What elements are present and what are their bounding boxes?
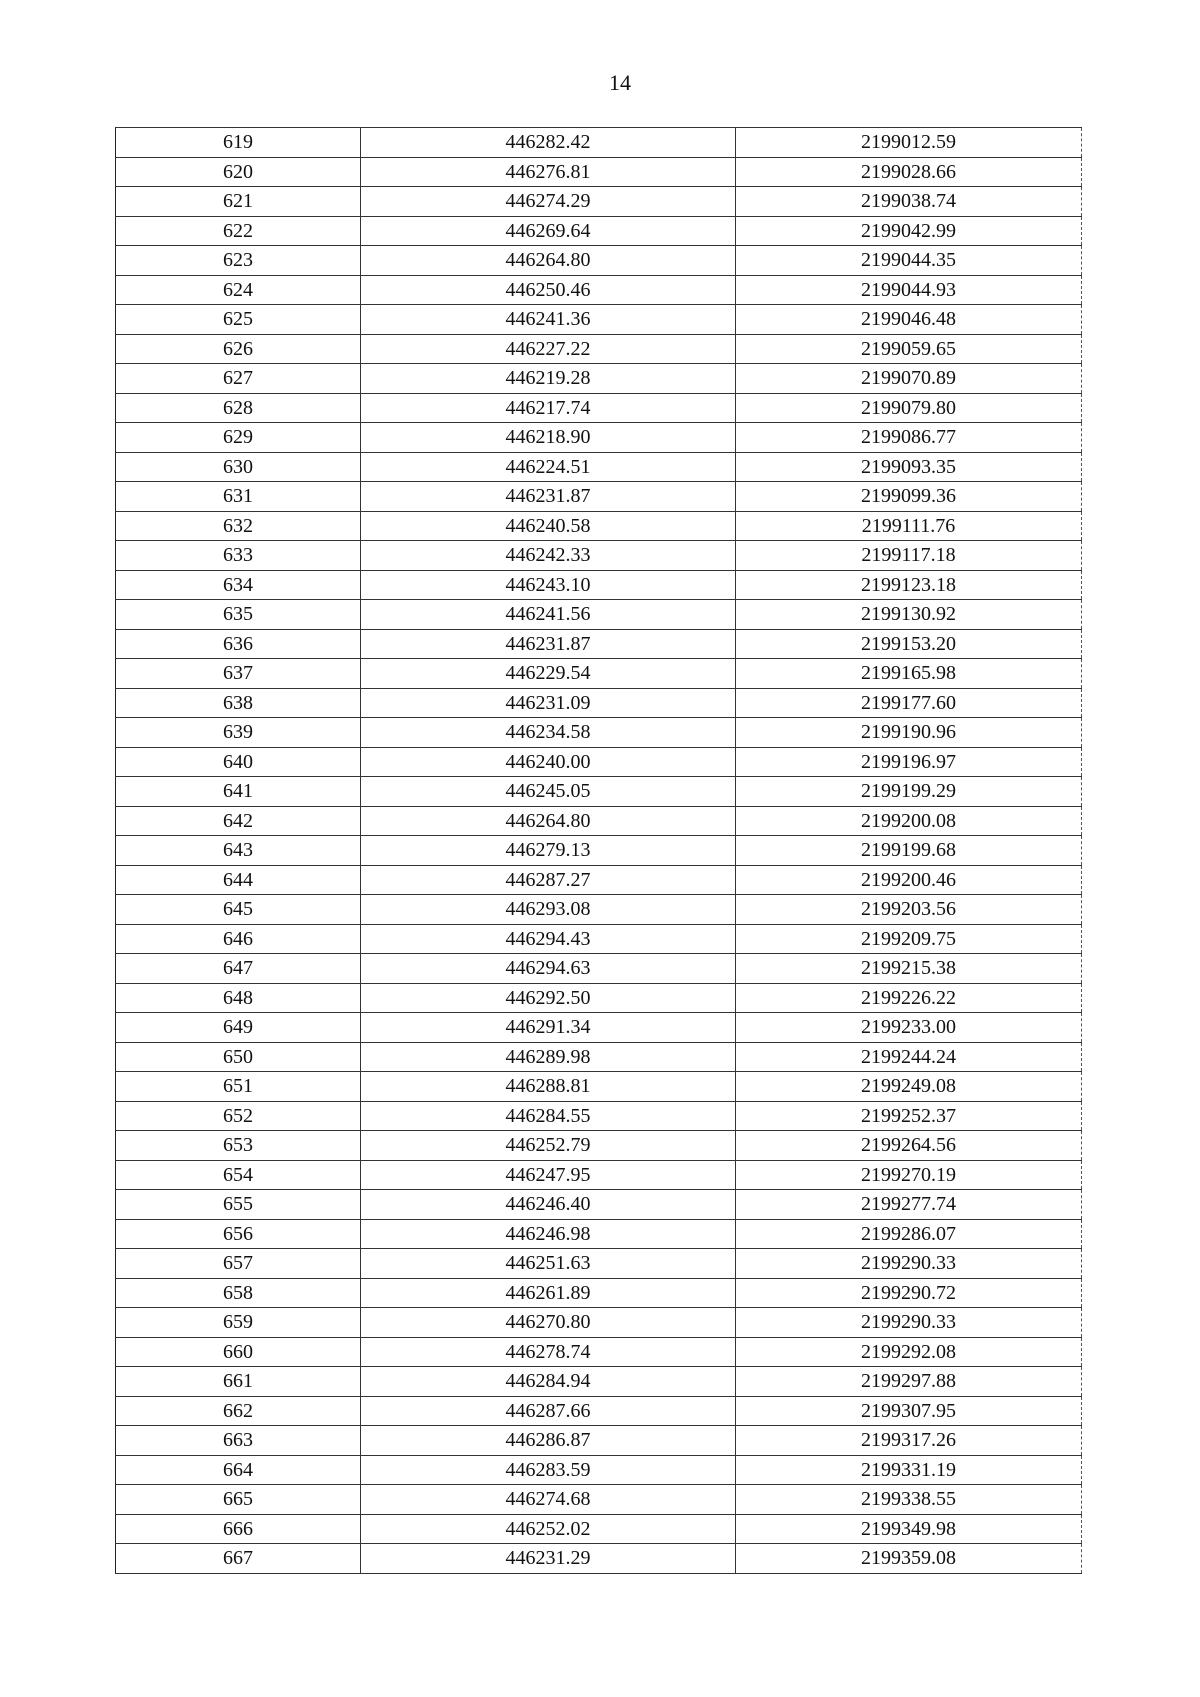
y-coordinate-cell: 2199165.98 bbox=[736, 659, 1082, 689]
x-coordinate-cell: 446269.64 bbox=[361, 216, 736, 246]
x-coordinate-cell: 446282.42 bbox=[361, 128, 736, 158]
x-coordinate-cell: 446283.59 bbox=[361, 1455, 736, 1485]
point-number-cell: 664 bbox=[116, 1455, 361, 1485]
y-coordinate-cell: 2199059.65 bbox=[736, 334, 1082, 364]
y-coordinate-cell: 2199093.35 bbox=[736, 452, 1082, 482]
y-coordinate-cell: 2199203.56 bbox=[736, 895, 1082, 925]
table-row bbox=[116, 1072, 1082, 1102]
x-coordinate-cell: 446229.54 bbox=[361, 659, 736, 689]
point-number-cell: 631 bbox=[116, 482, 361, 512]
point-number-cell: 640 bbox=[116, 747, 361, 777]
x-coordinate-cell: 446252.02 bbox=[361, 1514, 736, 1544]
y-coordinate-cell: 2199130.92 bbox=[736, 600, 1082, 630]
x-coordinate-cell: 446243.10 bbox=[361, 570, 736, 600]
table-row bbox=[116, 777, 1082, 807]
table-row bbox=[116, 688, 1082, 718]
x-coordinate-cell: 446284.94 bbox=[361, 1367, 736, 1397]
table-row bbox=[116, 216, 1082, 246]
y-coordinate-cell: 2199209.75 bbox=[736, 924, 1082, 954]
x-coordinate-cell: 446286.87 bbox=[361, 1426, 736, 1456]
x-coordinate-cell: 446231.87 bbox=[361, 482, 736, 512]
x-coordinate-cell: 446231.29 bbox=[361, 1544, 736, 1574]
x-coordinate-cell: 446264.80 bbox=[361, 806, 736, 836]
x-coordinate-cell: 446252.79 bbox=[361, 1131, 736, 1161]
table-row bbox=[116, 1426, 1082, 1456]
point-number-cell: 645 bbox=[116, 895, 361, 925]
point-number-cell: 643 bbox=[116, 836, 361, 866]
table-row bbox=[116, 865, 1082, 895]
point-number-cell: 649 bbox=[116, 1013, 361, 1043]
table-row bbox=[116, 983, 1082, 1013]
x-coordinate-cell: 446264.80 bbox=[361, 246, 736, 276]
point-number-cell: 650 bbox=[116, 1042, 361, 1072]
table-row bbox=[116, 1190, 1082, 1220]
table-row bbox=[116, 954, 1082, 984]
point-number-cell: 634 bbox=[116, 570, 361, 600]
table-row bbox=[116, 1160, 1082, 1190]
y-coordinate-cell: 2199190.96 bbox=[736, 718, 1082, 748]
y-coordinate-cell: 2199290.72 bbox=[736, 1278, 1082, 1308]
table-row bbox=[116, 452, 1082, 482]
table-row bbox=[116, 128, 1082, 158]
y-coordinate-cell: 2199099.36 bbox=[736, 482, 1082, 512]
y-coordinate-cell: 2199215.38 bbox=[736, 954, 1082, 984]
point-number-cell: 661 bbox=[116, 1367, 361, 1397]
point-number-cell: 638 bbox=[116, 688, 361, 718]
point-number-cell: 663 bbox=[116, 1426, 361, 1456]
point-number-cell: 651 bbox=[116, 1072, 361, 1102]
x-coordinate-cell: 446292.50 bbox=[361, 983, 736, 1013]
coordinates-table-body bbox=[116, 128, 1082, 1574]
table-row bbox=[116, 1514, 1082, 1544]
y-coordinate-cell: 2199153.20 bbox=[736, 629, 1082, 659]
point-number-cell: 623 bbox=[116, 246, 361, 276]
table-row bbox=[116, 1013, 1082, 1043]
x-coordinate-cell: 446279.13 bbox=[361, 836, 736, 866]
x-coordinate-cell: 446218.90 bbox=[361, 423, 736, 453]
point-number-cell: 622 bbox=[116, 216, 361, 246]
table-row bbox=[116, 393, 1082, 423]
y-coordinate-cell: 2199123.18 bbox=[736, 570, 1082, 600]
point-number-cell: 635 bbox=[116, 600, 361, 630]
y-coordinate-cell: 2199200.46 bbox=[736, 865, 1082, 895]
table-row bbox=[116, 1219, 1082, 1249]
point-number-cell: 637 bbox=[116, 659, 361, 689]
point-number-cell: 639 bbox=[116, 718, 361, 748]
table-row bbox=[116, 541, 1082, 571]
x-coordinate-cell: 446276.81 bbox=[361, 157, 736, 187]
y-coordinate-cell: 2199028.66 bbox=[736, 157, 1082, 187]
x-coordinate-cell: 446234.58 bbox=[361, 718, 736, 748]
x-coordinate-cell: 446293.08 bbox=[361, 895, 736, 925]
point-number-cell: 667 bbox=[116, 1544, 361, 1574]
y-coordinate-cell: 2199177.60 bbox=[736, 688, 1082, 718]
y-coordinate-cell: 2199286.07 bbox=[736, 1219, 1082, 1249]
table-row bbox=[116, 1337, 1082, 1367]
point-number-cell: 657 bbox=[116, 1249, 361, 1279]
y-coordinate-cell: 2199199.68 bbox=[736, 836, 1082, 866]
table-row bbox=[116, 747, 1082, 777]
coordinates-table bbox=[115, 127, 1082, 1574]
x-coordinate-cell: 446224.51 bbox=[361, 452, 736, 482]
table-row bbox=[116, 423, 1082, 453]
x-coordinate-cell: 446227.22 bbox=[361, 334, 736, 364]
point-number-cell: 624 bbox=[116, 275, 361, 305]
point-number-cell: 656 bbox=[116, 1219, 361, 1249]
x-coordinate-cell: 446288.81 bbox=[361, 1072, 736, 1102]
point-number-cell: 633 bbox=[116, 541, 361, 571]
point-number-cell: 658 bbox=[116, 1278, 361, 1308]
y-coordinate-cell: 2199264.56 bbox=[736, 1131, 1082, 1161]
y-coordinate-cell: 2199038.74 bbox=[736, 187, 1082, 217]
x-coordinate-cell: 446278.74 bbox=[361, 1337, 736, 1367]
table-row bbox=[116, 511, 1082, 541]
x-coordinate-cell: 446246.40 bbox=[361, 1190, 736, 1220]
x-coordinate-cell: 446250.46 bbox=[361, 275, 736, 305]
y-coordinate-cell: 2199111.76 bbox=[736, 511, 1082, 541]
table-row bbox=[116, 1396, 1082, 1426]
table-row bbox=[116, 305, 1082, 335]
table-row bbox=[116, 1455, 1082, 1485]
point-number-cell: 642 bbox=[116, 806, 361, 836]
y-coordinate-cell: 2199070.89 bbox=[736, 364, 1082, 394]
point-number-cell: 655 bbox=[116, 1190, 361, 1220]
point-number-cell: 654 bbox=[116, 1160, 361, 1190]
point-number-cell: 619 bbox=[116, 128, 361, 158]
x-coordinate-cell: 446246.98 bbox=[361, 1219, 736, 1249]
x-coordinate-cell: 446284.55 bbox=[361, 1101, 736, 1131]
point-number-cell: 625 bbox=[116, 305, 361, 335]
y-coordinate-cell: 2199297.88 bbox=[736, 1367, 1082, 1397]
table-row bbox=[116, 836, 1082, 866]
table-row bbox=[116, 187, 1082, 217]
point-number-cell: 626 bbox=[116, 334, 361, 364]
table-row bbox=[116, 334, 1082, 364]
x-coordinate-cell: 446247.95 bbox=[361, 1160, 736, 1190]
table-row bbox=[116, 924, 1082, 954]
x-coordinate-cell: 446294.43 bbox=[361, 924, 736, 954]
x-coordinate-cell: 446287.66 bbox=[361, 1396, 736, 1426]
y-coordinate-cell: 2199270.19 bbox=[736, 1160, 1082, 1190]
table-row bbox=[116, 659, 1082, 689]
y-coordinate-cell: 2199046.48 bbox=[736, 305, 1082, 335]
y-coordinate-cell: 2199233.00 bbox=[736, 1013, 1082, 1043]
x-coordinate-cell: 446217.74 bbox=[361, 393, 736, 423]
x-coordinate-cell: 446241.36 bbox=[361, 305, 736, 335]
point-number-cell: 621 bbox=[116, 187, 361, 217]
point-number-cell: 627 bbox=[116, 364, 361, 394]
point-number-cell: 636 bbox=[116, 629, 361, 659]
table-row bbox=[116, 157, 1082, 187]
x-coordinate-cell: 446274.68 bbox=[361, 1485, 736, 1515]
y-coordinate-cell: 2199290.33 bbox=[736, 1308, 1082, 1338]
table-row bbox=[116, 895, 1082, 925]
table-row bbox=[116, 629, 1082, 659]
x-coordinate-cell: 446241.56 bbox=[361, 600, 736, 630]
y-coordinate-cell: 2199079.80 bbox=[736, 393, 1082, 423]
y-coordinate-cell: 2199086.77 bbox=[736, 423, 1082, 453]
x-coordinate-cell: 446291.34 bbox=[361, 1013, 736, 1043]
y-coordinate-cell: 2199290.33 bbox=[736, 1249, 1082, 1279]
point-number-cell: 628 bbox=[116, 393, 361, 423]
table-row bbox=[116, 1249, 1082, 1279]
y-coordinate-cell: 2199292.08 bbox=[736, 1337, 1082, 1367]
page-number: 14 bbox=[609, 70, 631, 95]
x-coordinate-cell: 446240.58 bbox=[361, 511, 736, 541]
y-coordinate-cell: 2199226.22 bbox=[736, 983, 1082, 1013]
y-coordinate-cell: 2199244.24 bbox=[736, 1042, 1082, 1072]
x-coordinate-cell: 446242.33 bbox=[361, 541, 736, 571]
y-coordinate-cell: 2199044.35 bbox=[736, 246, 1082, 276]
point-number-cell: 665 bbox=[116, 1485, 361, 1515]
y-coordinate-cell: 2199200.08 bbox=[736, 806, 1082, 836]
table-row bbox=[116, 246, 1082, 276]
x-coordinate-cell: 446245.05 bbox=[361, 777, 736, 807]
point-number-cell: 652 bbox=[116, 1101, 361, 1131]
y-coordinate-cell: 2199249.08 bbox=[736, 1072, 1082, 1102]
y-coordinate-cell: 2199196.97 bbox=[736, 747, 1082, 777]
table-row bbox=[116, 482, 1082, 512]
y-coordinate-cell: 2199042.99 bbox=[736, 216, 1082, 246]
x-coordinate-cell: 446294.63 bbox=[361, 954, 736, 984]
point-number-cell: 630 bbox=[116, 452, 361, 482]
table-row bbox=[116, 1485, 1082, 1515]
point-number-cell: 647 bbox=[116, 954, 361, 984]
y-coordinate-cell: 2199277.74 bbox=[736, 1190, 1082, 1220]
table-row bbox=[116, 364, 1082, 394]
y-coordinate-cell: 2199331.19 bbox=[736, 1455, 1082, 1485]
x-coordinate-cell: 446251.63 bbox=[361, 1249, 736, 1279]
point-number-cell: 662 bbox=[116, 1396, 361, 1426]
table-row bbox=[116, 275, 1082, 305]
x-coordinate-cell: 446289.98 bbox=[361, 1042, 736, 1072]
x-coordinate-cell: 446219.28 bbox=[361, 364, 736, 394]
table-row bbox=[116, 718, 1082, 748]
y-coordinate-cell: 2199199.29 bbox=[736, 777, 1082, 807]
table-row bbox=[116, 1308, 1082, 1338]
table-row bbox=[116, 1544, 1082, 1574]
x-coordinate-cell: 446287.27 bbox=[361, 865, 736, 895]
table-row bbox=[116, 1131, 1082, 1161]
y-coordinate-cell: 2199338.55 bbox=[736, 1485, 1082, 1515]
y-coordinate-cell: 2199307.95 bbox=[736, 1396, 1082, 1426]
point-number-cell: 632 bbox=[116, 511, 361, 541]
y-coordinate-cell: 2199117.18 bbox=[736, 541, 1082, 571]
y-coordinate-cell: 2199349.98 bbox=[736, 1514, 1082, 1544]
table-row bbox=[116, 1367, 1082, 1397]
x-coordinate-cell: 446274.29 bbox=[361, 187, 736, 217]
table-row bbox=[116, 1278, 1082, 1308]
y-coordinate-cell: 2199012.59 bbox=[736, 128, 1082, 158]
point-number-cell: 644 bbox=[116, 865, 361, 895]
point-number-cell: 620 bbox=[116, 157, 361, 187]
table-row bbox=[116, 1101, 1082, 1131]
point-number-cell: 648 bbox=[116, 983, 361, 1013]
point-number-cell: 629 bbox=[116, 423, 361, 453]
point-number-cell: 646 bbox=[116, 924, 361, 954]
x-coordinate-cell: 446261.89 bbox=[361, 1278, 736, 1308]
point-number-cell: 660 bbox=[116, 1337, 361, 1367]
point-number-cell: 653 bbox=[116, 1131, 361, 1161]
x-coordinate-cell: 446231.09 bbox=[361, 688, 736, 718]
y-coordinate-cell: 2199359.08 bbox=[736, 1544, 1082, 1574]
x-coordinate-cell: 446240.00 bbox=[361, 747, 736, 777]
table-row bbox=[116, 570, 1082, 600]
point-number-cell: 641 bbox=[116, 777, 361, 807]
table-row bbox=[116, 600, 1082, 630]
y-coordinate-cell: 2199252.37 bbox=[736, 1101, 1082, 1131]
x-coordinate-cell: 446270.80 bbox=[361, 1308, 736, 1338]
x-coordinate-cell: 446231.87 bbox=[361, 629, 736, 659]
point-number-cell: 659 bbox=[116, 1308, 361, 1338]
y-coordinate-cell: 2199317.26 bbox=[736, 1426, 1082, 1456]
table-row bbox=[116, 1042, 1082, 1072]
table-row bbox=[116, 806, 1082, 836]
point-number-cell: 666 bbox=[116, 1514, 361, 1544]
y-coordinate-cell: 2199044.93 bbox=[736, 275, 1082, 305]
